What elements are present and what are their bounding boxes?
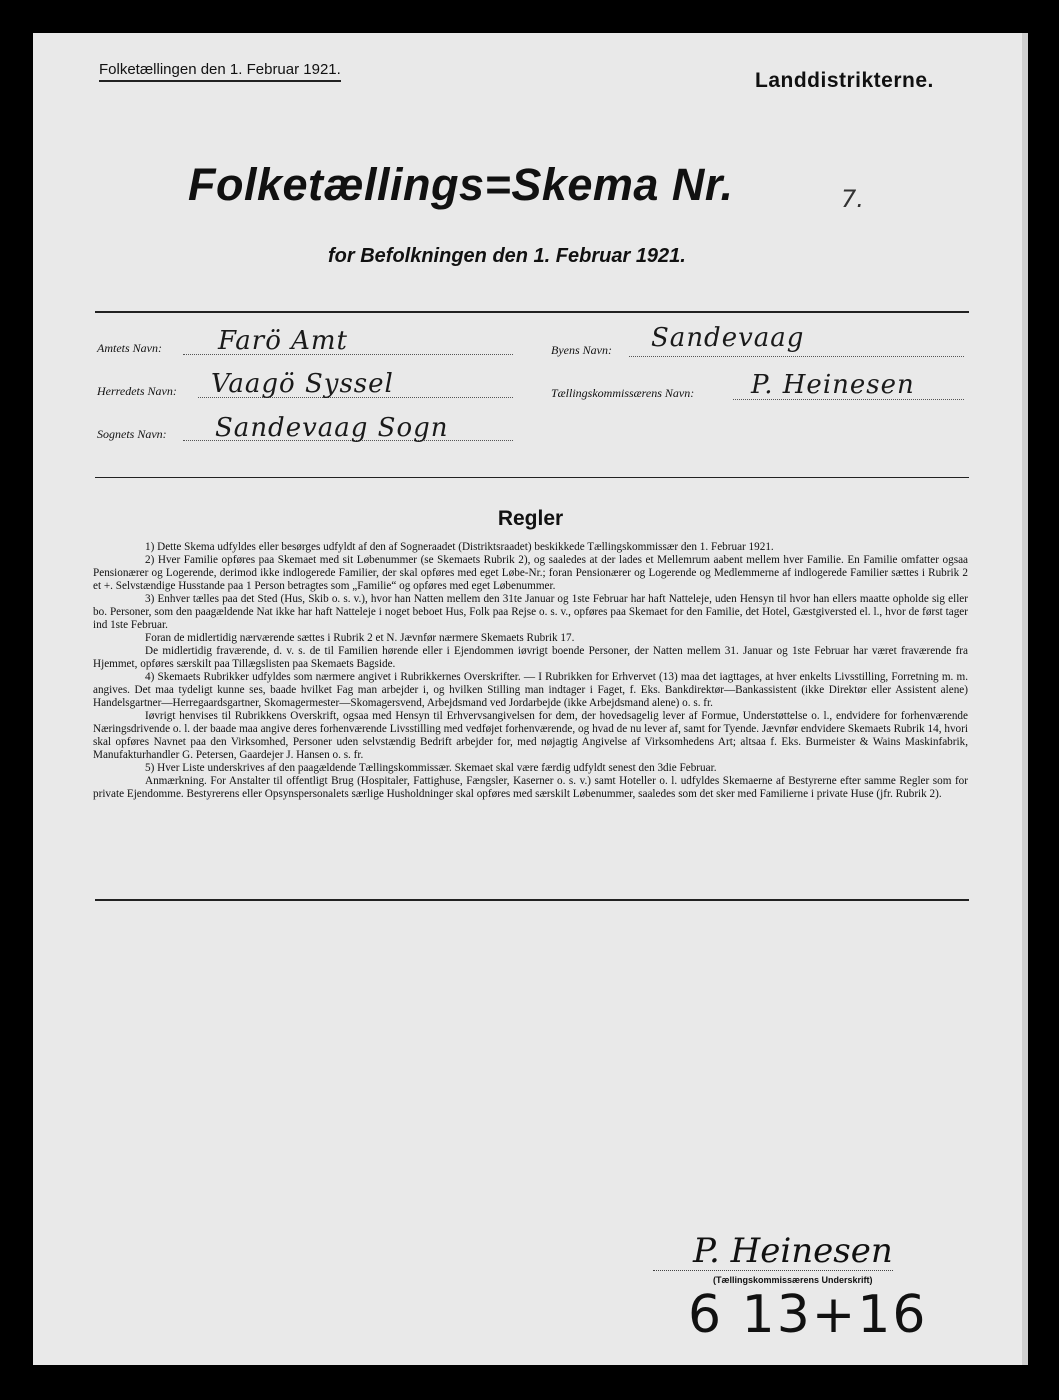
bottom-divider [95, 899, 969, 901]
rule-4-extra: Iøvrigt henvises til Rubrikkens Overskrift, ogsaa med Hensyn til Erhvervsangivelsen for dem, der hovedsagelig lever af Formue, Understøttelse o. l., endvidere for forhenværende Næringsdrivende o. l. der baade maa angive deres forhenværende Livsstilling med vedføjet forhenværende, og hvad de nu lever af, samt for Tyende. Jævnfør endvidere Skemaets Rubrik 14, hvori skal opføres Navnet paa den Virksomhed, Personer uden selvstændig Bedrift arbejder for, med nøjagtig Angivelse af Virksomhedens Art; altsaa f. Eks. Burmeister & Wains Maskinfabrik, Manufakturhandler G. Petersen, Gaardejer J. Hansen o. s. fr. [93, 710, 968, 761]
kommissaer-label: Tællingskommissærens Navn: [551, 386, 695, 400]
herred-value: Vaagö Syssel [211, 369, 394, 399]
fields-divider [95, 477, 969, 478]
sogn-label: Sognets Navn: [97, 427, 167, 441]
census-form-page [33, 33, 1028, 1365]
signature-handwritten: P. Heinesen [693, 1231, 893, 1271]
by-label: Byens Navn: [551, 343, 612, 357]
page-number: 6 13+16 [688, 1285, 928, 1345]
form-number: 7. [841, 185, 864, 213]
rules-heading: Regler [497, 507, 564, 530]
rule-3-present: Foran de midlertidig nærværende sættes i Rubrik 2 et N. Jævnfør nærmere Skemaets Rubrik 17. [145, 632, 575, 644]
signature-line [653, 1269, 893, 1271]
rule-1: 1) Dette Skema udfyldes eller besørges udfyldt af den af Sogneraadet (Distriktsraadet) beskikkede Tællingskommissær den 1. Februar 1921. [145, 541, 774, 553]
rule-3-absent: De midlertidig fraværende, d. v. s. de til Familien hørende eller i Ejendommen iøvrigt boende Personer, der Natten mellem 31. Januar og 1ste Februar har været fraværende fra Hjemmet, opføres særskilt paa Tillægslisten paa Skemaets Bagside. [93, 645, 968, 670]
sogn-value: Sandevaag Sogn [215, 413, 449, 443]
form-subtitle: for Befolkningen den 1. Februar 1921. [328, 245, 686, 267]
rule-5: 5) Hver Liste underskrives af den paagældende Tællingskommissær. Skemaet skal være færdig udfyldt senest den 3die Februar. [145, 762, 717, 774]
rule-note: Anmærkning. For Anstalter til offentligt Brug (Hospitaler, Fattighuse, Fængsler, Kaserner o. s. v.) samt Hoteller o. l. udfyldes Skemaerne af Bestyrerne efter samme Regler som for private Ejendomme. Bestyrerens eller Opsynspersonalets særlige Husholdninger skal opføres med særskilt Løbenummer, saaledes som det sker med Familierne i private Huse (jfr. Rubrik 2). [93, 775, 968, 800]
amt-label: Amtets Navn: [97, 341, 162, 355]
amt-value: Farö Amt [218, 326, 349, 356]
form-title: Folketællings=Skema Nr. [188, 159, 734, 210]
by-line [629, 355, 964, 357]
header-district-type: Landdistrikterne. [755, 69, 934, 92]
rule-2: 2) Hver Familie opføres paa Skemaet med sit Løbenummer (se Skemaets Rubrik 2), og saaledes at der lades et Mellemrum aabent mellem hver Familie. En Familie omfatter ogsaa Pensionærer og Logerende, derimod ikke indlogerede Familier, der skal opføres med eget Løbe-Nr.; foran Pensionærer og Logerende og Medlemmerne af indlogerede Familier sættes i Rubrik 2 et +. Selvstændige Husstande paa 1 Person betragtes som „Familie“ og opføres med eget Løbenummer. [93, 554, 968, 592]
rule-3: 3) Enhver tælles paa det Sted (Hus, Skib o. s. v.), hvor han Natten mellem den 31te Januar og 1ste Februar har haft Natteleje, uden Hensyn til hvor han ellers maatte opholde sig eller bo. Personer, som den paagældende Nat ikke har haft Natteleje i noget beboet Hus, Folk paa Rejse o. s. v., opføres paa Skemaet for den Familie, det Hotel, Gæstgiversted el. l., hvor de først tager ind 1ste Februar. [93, 593, 968, 631]
signature-caption: (Tællingskommissærens Underskrift) [713, 1275, 873, 1285]
kommissaer-value: P. Heinesen [751, 370, 915, 400]
herred-label: Herredets Navn: [97, 384, 177, 398]
header-census-date: Folketællingen den 1. Februar 1921. [99, 61, 341, 82]
rule-4: 4) Skemaets Rubrikker udfyldes som nærmere angivet i Rubrikkernes Overskrifter. — I Rubrikken for Erhvervet (13) maa det iagttages, at hver enkelts Livsstilling, Forretning m. m. angives. Det maa tydeligt kunne ses, baade hvilket Fag man arbejder i, og hvilken Stilling man indtager i Faget, f. Eks. Bankdirektør—Bankassistent (ikke Direktør eller Assistent alene) Handelsgartner—Herregaardsgartner, Skomagermester—Skomagersvend, Arbejdsmand ved Jordarbejde (ikke Arbejdsmand alene) o. s. fr. [93, 671, 968, 709]
by-value: Sandevaag [651, 323, 805, 353]
top-divider [95, 311, 969, 313]
rules-text [93, 541, 968, 801]
page-edge [1022, 33, 1028, 1365]
